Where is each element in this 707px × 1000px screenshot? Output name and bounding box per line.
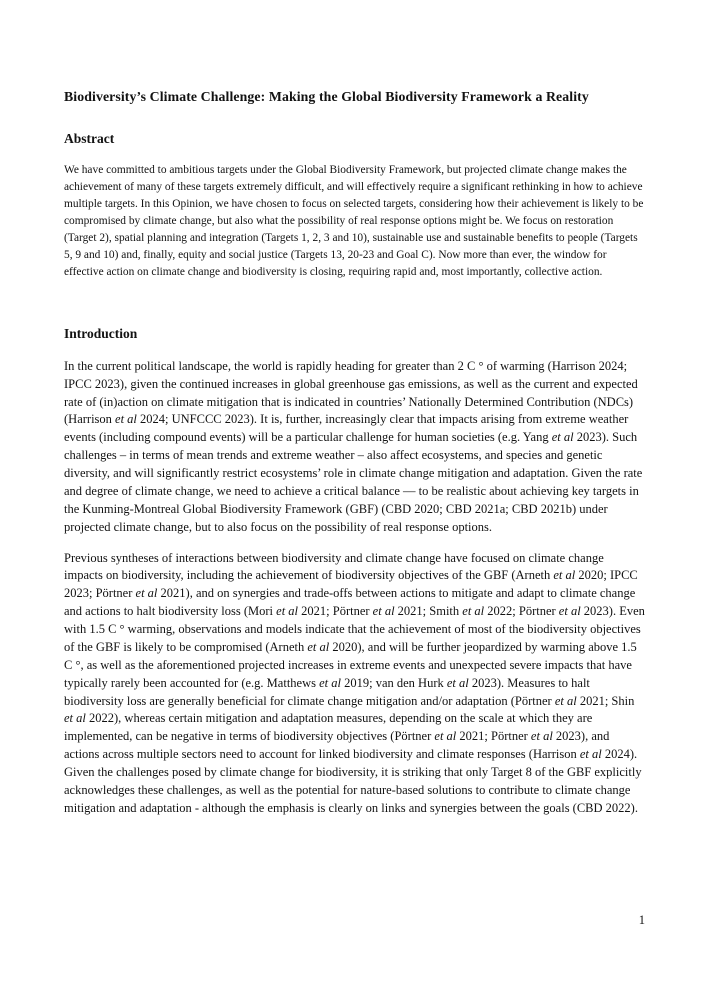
abstract-heading: Abstract (64, 130, 115, 146)
introduction-paragraph-2: Previous syntheses of interactions between biodiversity and climate change have focused on climate change impacts on biodiversity, including the achievement of biodiversity objectives of the GBF (Arneth et al 2020; IPCC 2023; Pörtner et al 2021), and on synergies and trade-offs between actions to mitigate and adapt to climate change and actions to halt biodiversity loss (Mori et al 2021; Pörtner et al 2021; Smith et al 2022; Pörtner et al 2023). Even with 1.5 C ° warming, observations and models indicate that the achievement of most of the biodiversity objectives of the GBF is likely to be compromised (Arneth et al 2020), and will be further jeopardized by warming above 1.5 C °, as well as the aforementioned projected increases in extreme events and unexpected severe impacts that have typically rarely been accounted for (e.g. Matthews et al 2019; van den Hurk et al 2023). Measures to halt biodiversity loss are generally beneficial for climate change mitigation and/or adaptation (Pörtner et al 2021; Shin et al 2022), whereas certain mitigation and adaptation measures, depending on the scale at which they are implemented, can be negative in terms of biodiversity objectives (Pörtner et al 2021; Pörtner et al 2023), and actions across multiple sectors need to account for linked biodiversity and climate responses (Harrison et al 2024). Given the challenges posed by climate change for biodiversity, it is striking that only Target 8 of the GBF explicitly acknowledges these challenges, as well as the potential for nature-based solutions to contribute to climate change mitigation and adaptation - although the emphasis is clearly on links and synergies between the goals (CBD 2022). (64, 550, 645, 815)
paper-title: Biodiversity’s Climate Challenge: Making the Global Biodiversity Framework a Reality (64, 89, 589, 104)
introduction-paragraph-1: In the current political landscape, the world is rapidly heading for greater than 2 C ° of warming (Harrison 2024; IPCC 2023), given the continued increases in global greenhouse gas emissions, as well as the current and expected rate of (in)action on climate mitigation that is indicated in countries’ Nationally Determined Contribution (NDCs) (Harrison et al 2024; UNFCCC 2023). It is, further, increasingly clear that impacts arising from extreme weather events (including compound events) will be a particular challenge for human societies (e.g. Yang et al 2023). Such challenges – in terms of mean trends and extreme weather – also affect ecosystems, and species and genetic diversity, and will significantly restrict ecosystems’ role in climate change mitigation and adaptation. Given the rate and degree of climate change, we need to achieve a critical balance — to be realistic about achieving key targets in the Kunming-Montreal Global Biodiversity Framework (GBF) (CBD 2020; CBD 2021a; CBD 2021b) under projected climate change, but to also focus on the possibility of real response options. (64, 358, 643, 534)
introduction-heading: Introduction (64, 325, 138, 341)
page-number: 1 (638, 913, 645, 927)
abstract-paragraph: We have committed to ambitious targets under the Global Biodiversity Framework, but projected climate change makes the achievement of many of these targets extremely difficult, and will effectively require a significant rethinking in how to achieve multiple targets. In this Opinion, we have chosen to focus on selected targets, considering how their achievement is likely to be compromised by climate change, but also what the possibility of real response options might be. We focus on restoration (Target 2), spatial planning and integration (Targets 1, 2, 3 and 10), sustainable use and sustainable benefits to people (Targets 5, 9 and 10) and, finally, equity and social justice (Targets 13, 20-23 and Goal C). Now more than ever, the window for effective action on climate change and biodiversity is closing, requiring rapid and, most importantly, collective action. (64, 163, 644, 278)
page-content (64, 0, 645, 818)
